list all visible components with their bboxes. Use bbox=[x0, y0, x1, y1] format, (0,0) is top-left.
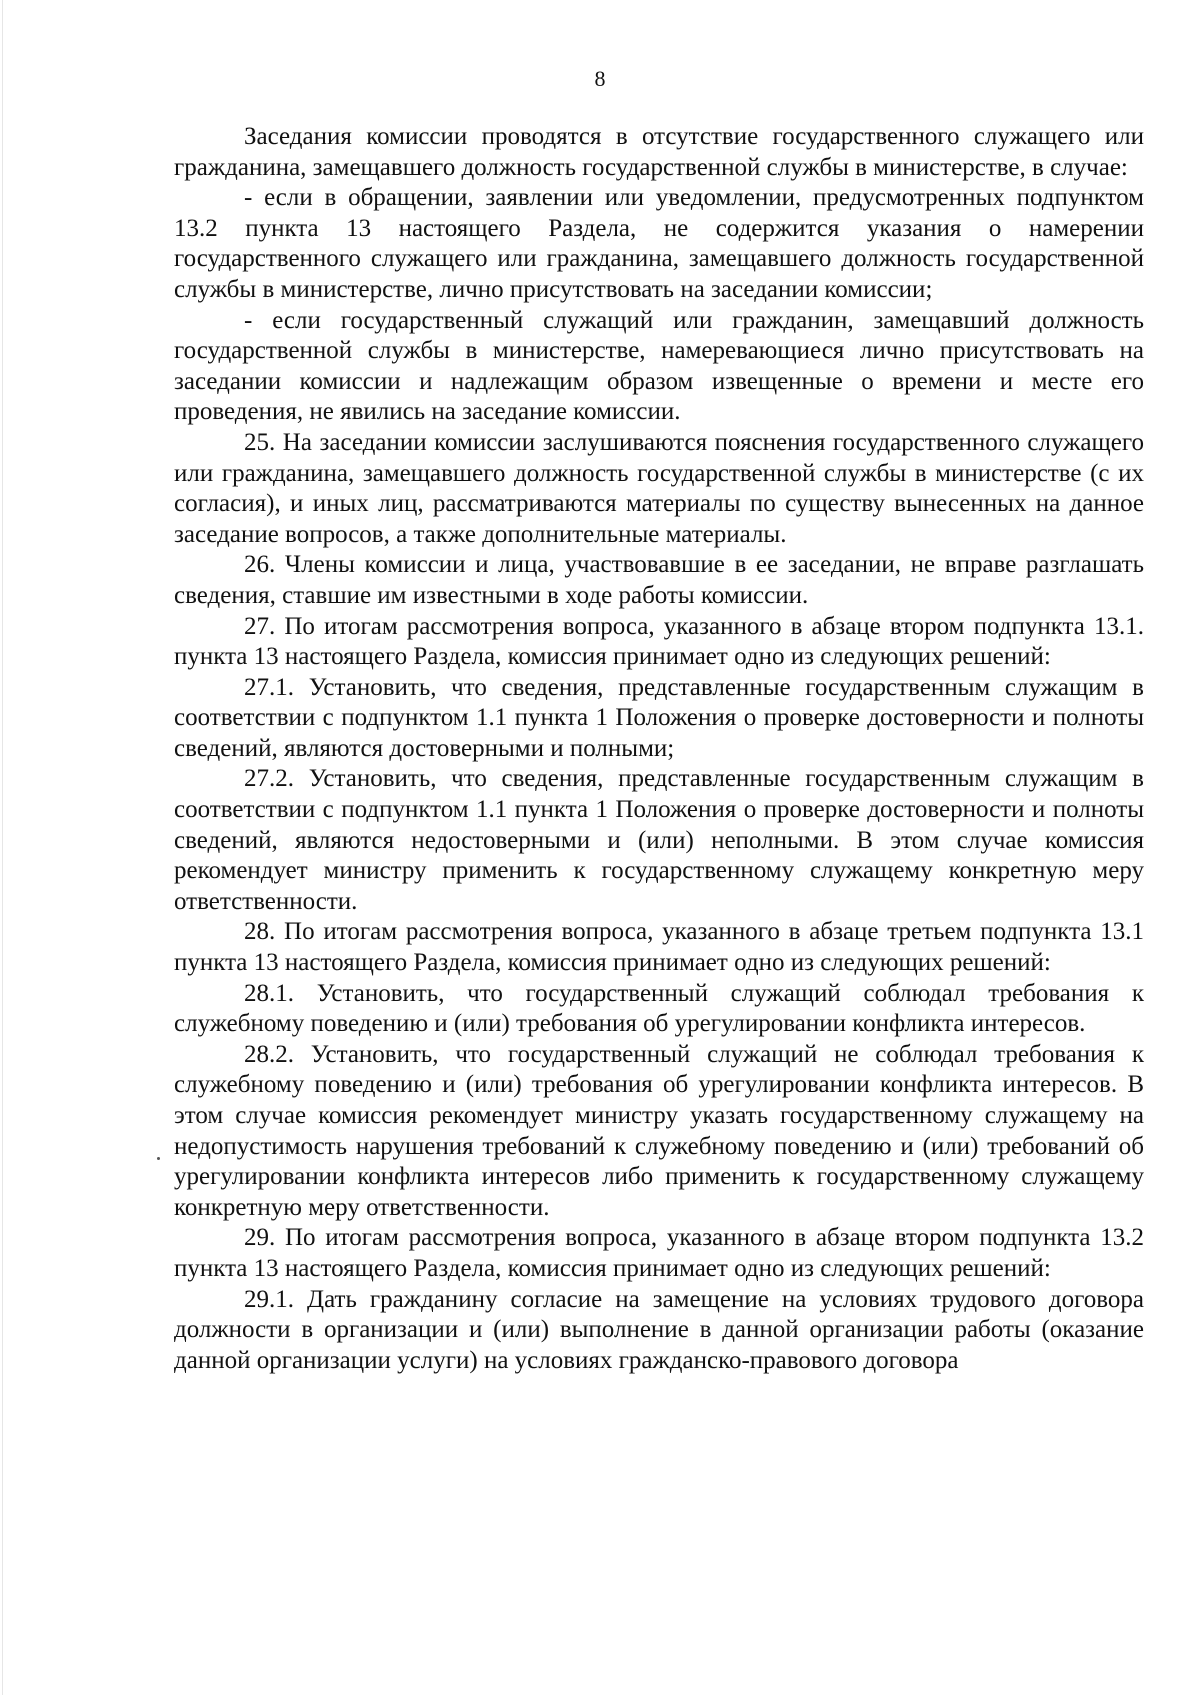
paragraph-25: 25. На заседании комиссии заслушиваются пояснения государственного служащего или гражданина, замещавшего должность государственной службы в министерстве (с их согласия), и иных лиц, рассматриваются материалы по существу вынесенных на данное заседание вопросов, а также дополнительные материалы. bbox=[174, 428, 1144, 548]
paragraph-28-2: 28.2. Установить, что государственный служащий не соблюдал требования к служебному поведению и (или) требования об урегулировании конфликта интересов. В этом случае комиссия рекомендует министру указать государственному служащему на недопустимость нарушения требований к служебному поведению и (или) требований об урегулировании конфликта интересов либо применить к государственному служащему конкретную меру ответственности. bbox=[174, 1040, 1144, 1221]
paragraph-absence-case-1: - если в обращении, заявлении или уведомлении, предусмотренных подпунктом 13.2 пункта 13 настоящего Раздела, не содержится указания о намерении государственного служащего или гражданина, замещавшего должность государственной службы в министерстве, лично присутствовать на заседании комиссии; bbox=[174, 184, 1144, 303]
paragraph-27-2: 27.2. Установить, что сведения, представленные государственным служащим в соответствии с подпунктом 1.1 пункта 1 Положения о проверке достоверности и полноты сведений, являются недостоверными и (или) неполными. В этом случае комиссия рекомендует министру применить к государственному служащему конкретную меру ответственности. bbox=[174, 765, 1144, 915]
paragraph-26: 26. Члены комиссии и лица, участвовавшие в ее заседании, не вправе разглашать сведения, ставшие им известными в ходе работы комиссии. bbox=[174, 551, 1144, 609]
paragraph-27: 27. По итогам рассмотрения вопроса, указанного в абзаце втором подпункта 13.1. пункта 13 настоящего Раздела, комиссия принимает одно из следующих решений: bbox=[174, 612, 1144, 671]
page-number: 8 bbox=[594, 66, 606, 91]
paragraph-27-1: 27.1. Установить, что сведения, представленные государственным служащим в соответствии с подпунктом 1.1 пункта 1 Положения о проверке достоверности и полноты сведений, являются достоверными и полными; bbox=[174, 673, 1144, 762]
scan-speck bbox=[157, 1157, 160, 1160]
document-body bbox=[174, 122, 1144, 1376]
paragraph-absence-intro: Заседания комиссии проводятся в отсутствие государственного служащего или гражданина, замещавшего должность государственной службы в министерстве, в случае: bbox=[174, 123, 1144, 181]
paragraph-28-1: 28.1. Установить, что государственный служащий соблюдал требования к служебному поведению и (или) требования об урегулировании конфликта интересов. bbox=[174, 979, 1144, 1038]
paragraph-absence-case-2: - если государственный служащий или гражданин, замещавший должность государственной службы в министерстве, намеревающиеся лично присутствовать на заседании комиссии и надлежащим образом извещенные о времени и месте его проведения, не явились на заседание комиссии. bbox=[174, 306, 1144, 426]
paragraph-29: 29. По итогам рассмотрения вопроса, указанного в абзаце втором подпункта 13.2 пункта 13 настоящего Раздела, комиссия принимает одно из следующих решений: bbox=[174, 1224, 1144, 1282]
scan-edge-line bbox=[2, 0, 3, 1695]
paragraph-28: 28. По итогам рассмотрения вопроса, указанного в абзаце третьем подпункта 13.1 пункта 13 настоящего Раздела, комиссия принимает одно из следующих решений: bbox=[174, 918, 1144, 977]
paragraph-29-1: 29.1. Дать гражданину согласие на замещение на условиях трудового договора должности в организации и (или) выполнение в данной организации работы (оказание данной организации услуги) на условиях гражданско-правового договора bbox=[174, 1285, 1144, 1374]
